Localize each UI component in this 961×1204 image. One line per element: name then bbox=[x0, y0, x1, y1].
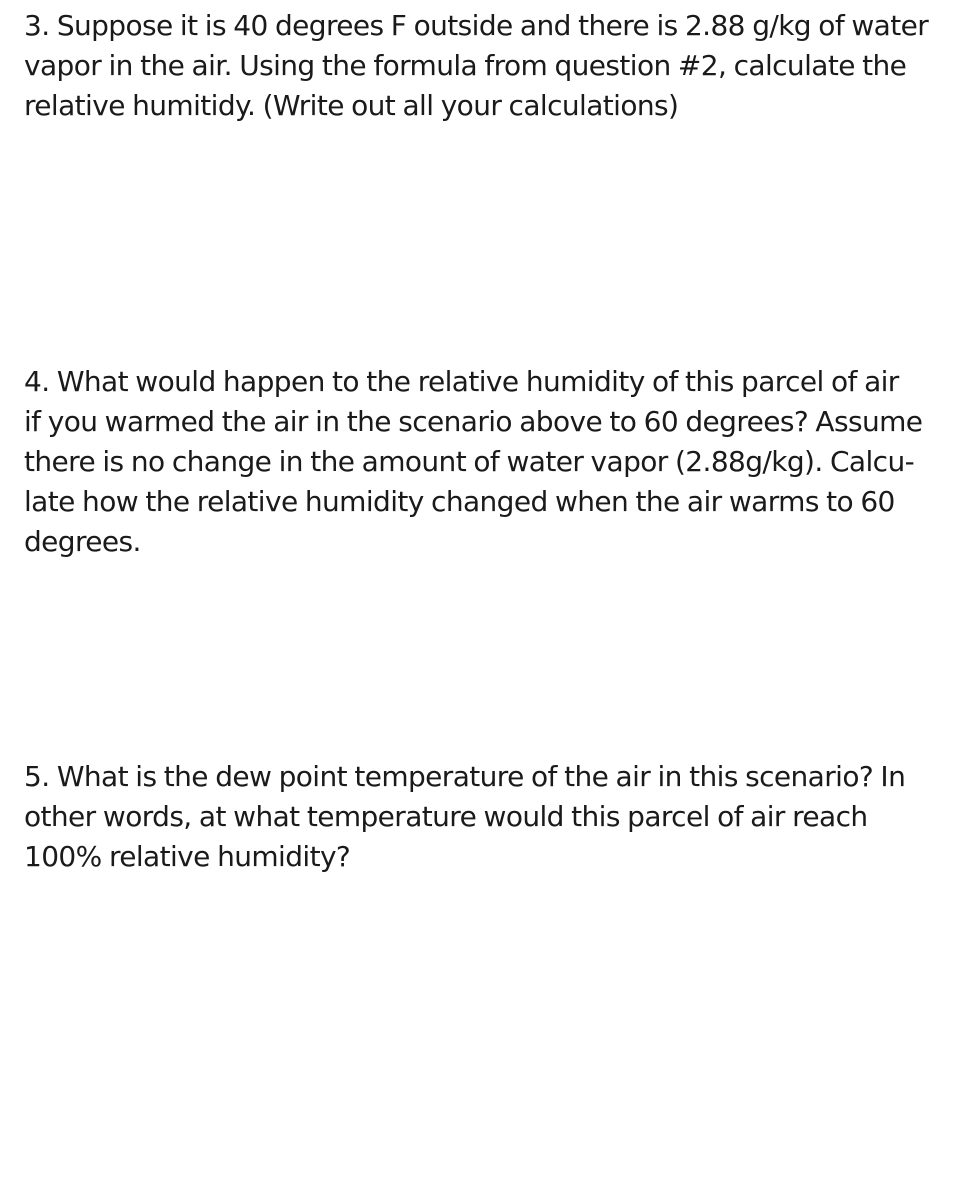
question-3-line-2: vapor in the air. Using the formula from question #2, calculate the bbox=[24, 49, 907, 82]
question-5-line-1: 5. What is the dew point temperature of the air in this scenario? In bbox=[24, 760, 906, 793]
question-4-line-1: 4. What would happen to the relative humidity of this parcel of air bbox=[24, 365, 899, 398]
question-4-line-4: late how the relative humidity changed when the air warms to 60 bbox=[24, 485, 895, 518]
question-4-line-3: there is no change in the amount of water vapor (2.88g/kg). Calcu- bbox=[24, 445, 915, 478]
question-3 bbox=[24, 6, 949, 126]
question-4 bbox=[24, 362, 949, 562]
question-3-line-1: 3. Suppose it is 40 degrees F outside and there is 2.88 g/kg of water bbox=[24, 9, 929, 42]
question-3-line-3: relative humitidy. (Write out all your calculations) bbox=[24, 89, 679, 122]
question-4-line-5: degrees. bbox=[24, 525, 141, 558]
question-5-line-3: 100% relative humidity? bbox=[24, 840, 351, 873]
question-5 bbox=[24, 757, 949, 877]
question-4-line-2: if you warmed the air in the scenario above to 60 degrees? Assume bbox=[24, 405, 923, 438]
question-5-line-2: other words, at what temperature would this parcel of air reach bbox=[24, 800, 868, 833]
